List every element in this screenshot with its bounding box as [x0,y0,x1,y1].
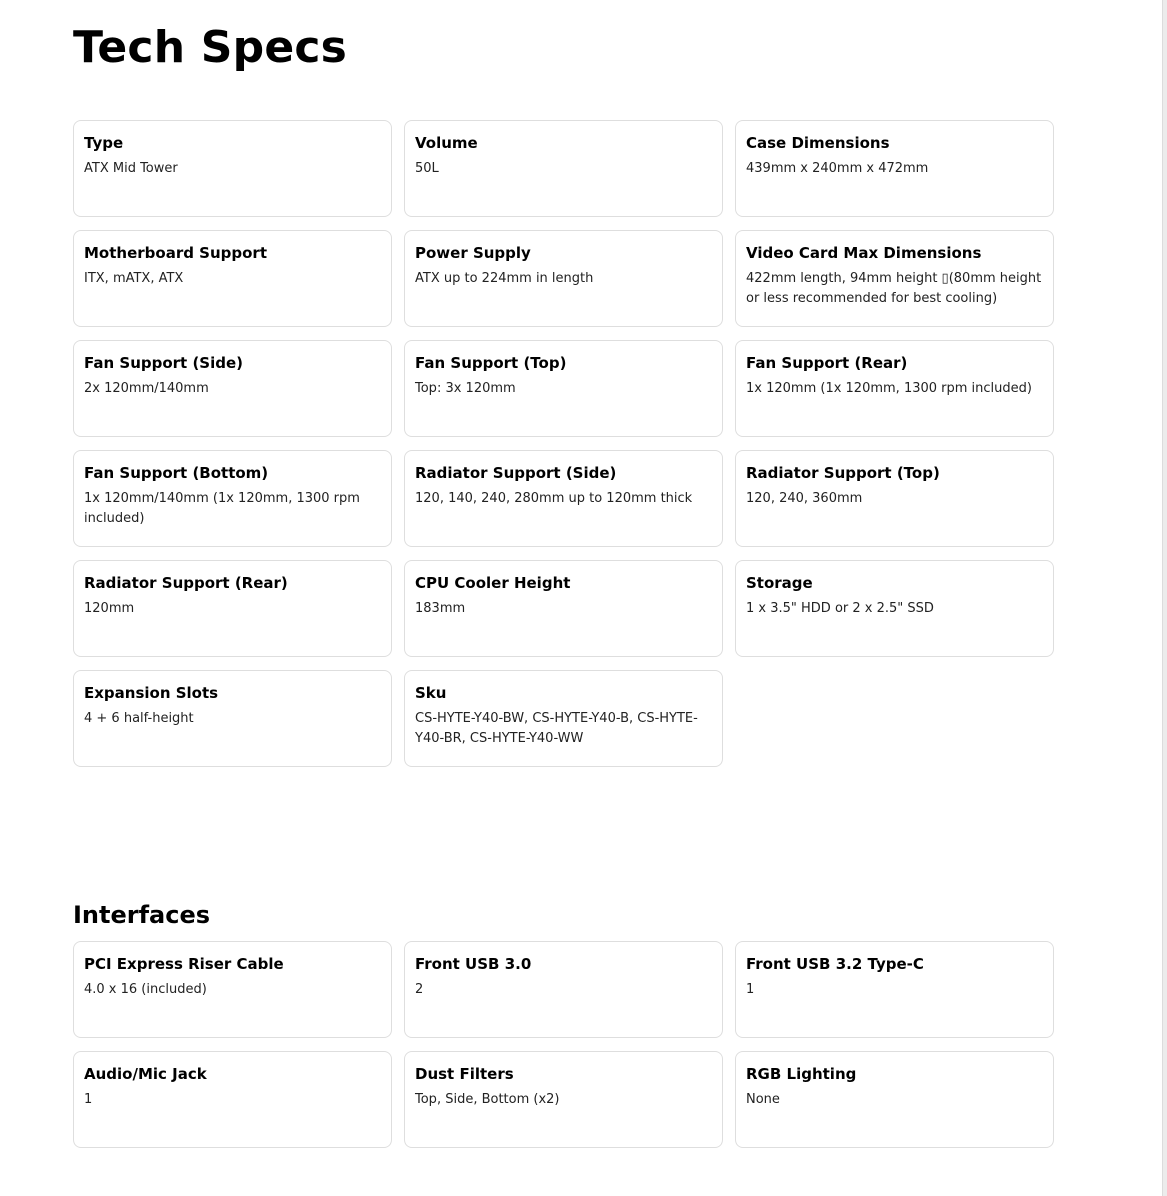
interface-label: RGB Lighting [746,1065,857,1083]
interface-value: Top, Side, Bottom (x2) [415,1092,560,1107]
spec-card-storage [735,560,1054,657]
interface-label: PCI Express Riser Cable [84,955,284,973]
spec-card-volume [404,120,723,217]
spec-label: Volume [415,134,478,152]
interface-value: 1 [84,1092,93,1107]
spec-label: Power Supply [415,244,531,262]
spec-card-radiator-support-rear [73,560,392,657]
spec-value: 1 x 3.5" HDD or 2 x 2.5" SSD [746,601,934,616]
interface-card-rgb-lighting [735,1051,1054,1148]
spec-value: 120, 140, 240, 280mm up to 120mm thick [415,491,693,506]
spec-card-fan-support-side [73,340,392,437]
spec-value: 2x 120mm/140mm [84,381,209,396]
spec-card-fan-support-bottom [73,450,392,547]
spec-label: Type [84,134,124,152]
spec-card-radiator-support-top [735,450,1054,547]
spec-label: Motherboard Support [84,244,268,262]
spec-card-radiator-support-side [404,450,723,547]
interface-value: None [746,1092,780,1107]
spec-value: 1x 120mm/140mm (1x 120mm, 1300 rpm included) [84,491,360,526]
interface-card-audio-mic-jack [73,1051,392,1148]
spec-label: Fan Support (Rear) [746,354,908,372]
spec-value: ATX up to 224mm in length [415,271,594,286]
spec-value: 4 + 6 half-height [84,711,194,726]
spec-value: 183mm [415,601,466,616]
spec-label: Radiator Support (Rear) [84,574,288,592]
interface-label: Dust Filters [415,1065,514,1083]
spec-card-fan-support-rear [735,340,1054,437]
spec-card-sku [404,670,723,767]
interfaces-section-title: Interfaces [73,901,211,929]
spec-card-case-dimensions [735,120,1054,217]
spec-label: Case Dimensions [746,134,890,152]
spec-label: Fan Support (Bottom) [84,464,269,482]
spec-value: ATX Mid Tower [84,161,178,176]
interfaces-grid [73,941,1054,1148]
interface-value: 2 [415,982,424,997]
interface-label: Front USB 3.0 [415,955,532,973]
spec-label: Storage [746,574,813,592]
spec-label: Radiator Support (Top) [746,464,940,482]
page-title: Tech Specs [73,22,348,73]
spec-value: 422mm length, 94mm height ▯(80mm height or less recommended for best cooling) [746,271,1042,306]
interface-card-dust-filters [404,1051,723,1148]
spec-card-cpu-cooler-height [404,560,723,657]
spec-value: 120mm [84,601,135,616]
interface-card-front-usb-3-2-type-c [735,941,1054,1038]
interface-value: 1 [746,982,755,997]
spec-value: 439mm x 240mm x 472mm [746,161,929,176]
interface-label: Audio/Mic Jack [84,1065,207,1083]
interface-card-pci-express-riser-cable [73,941,392,1038]
spec-label: CPU Cooler Height [415,574,571,592]
spec-label: Radiator Support (Side) [415,464,617,482]
spec-card-fan-support-top [404,340,723,437]
spec-label: Fan Support (Side) [84,354,244,372]
spec-value: 50L [415,161,439,176]
spec-value: CS-HYTE-Y40-BW, CS-HYTE-Y40-B, CS-HYTE-Y40-BR, CS-HYTE-Y40-WW [415,711,698,746]
spec-value: 120, 240, 360mm [746,491,863,506]
spec-label: Expansion Slots [84,684,219,702]
vertical-scrollbar[interactable] [1162,0,1167,1196]
interface-value: 4.0 x 16 (included) [84,982,207,997]
spec-card-power-supply [404,230,723,327]
spec-label: Video Card Max Dimensions [746,244,982,262]
spec-card-expansion-slots [73,670,392,767]
interface-label: Front USB 3.2 Type-C [746,955,924,973]
spec-label: Fan Support (Top) [415,354,567,372]
interface-card-front-usb-3-0 [404,941,723,1038]
spec-value: Top: 3x 120mm [415,381,516,396]
spec-card-type [73,120,392,217]
spec-value: ITX, mATX, ATX [84,271,184,286]
spec-card-video-card-max-dimensions [735,230,1054,327]
spec-card-motherboard-support [73,230,392,327]
spec-value: 1x 120mm (1x 120mm, 1300 rpm included) [746,381,1032,396]
spec-label: Sku [415,684,447,702]
specs-grid [73,120,1054,767]
